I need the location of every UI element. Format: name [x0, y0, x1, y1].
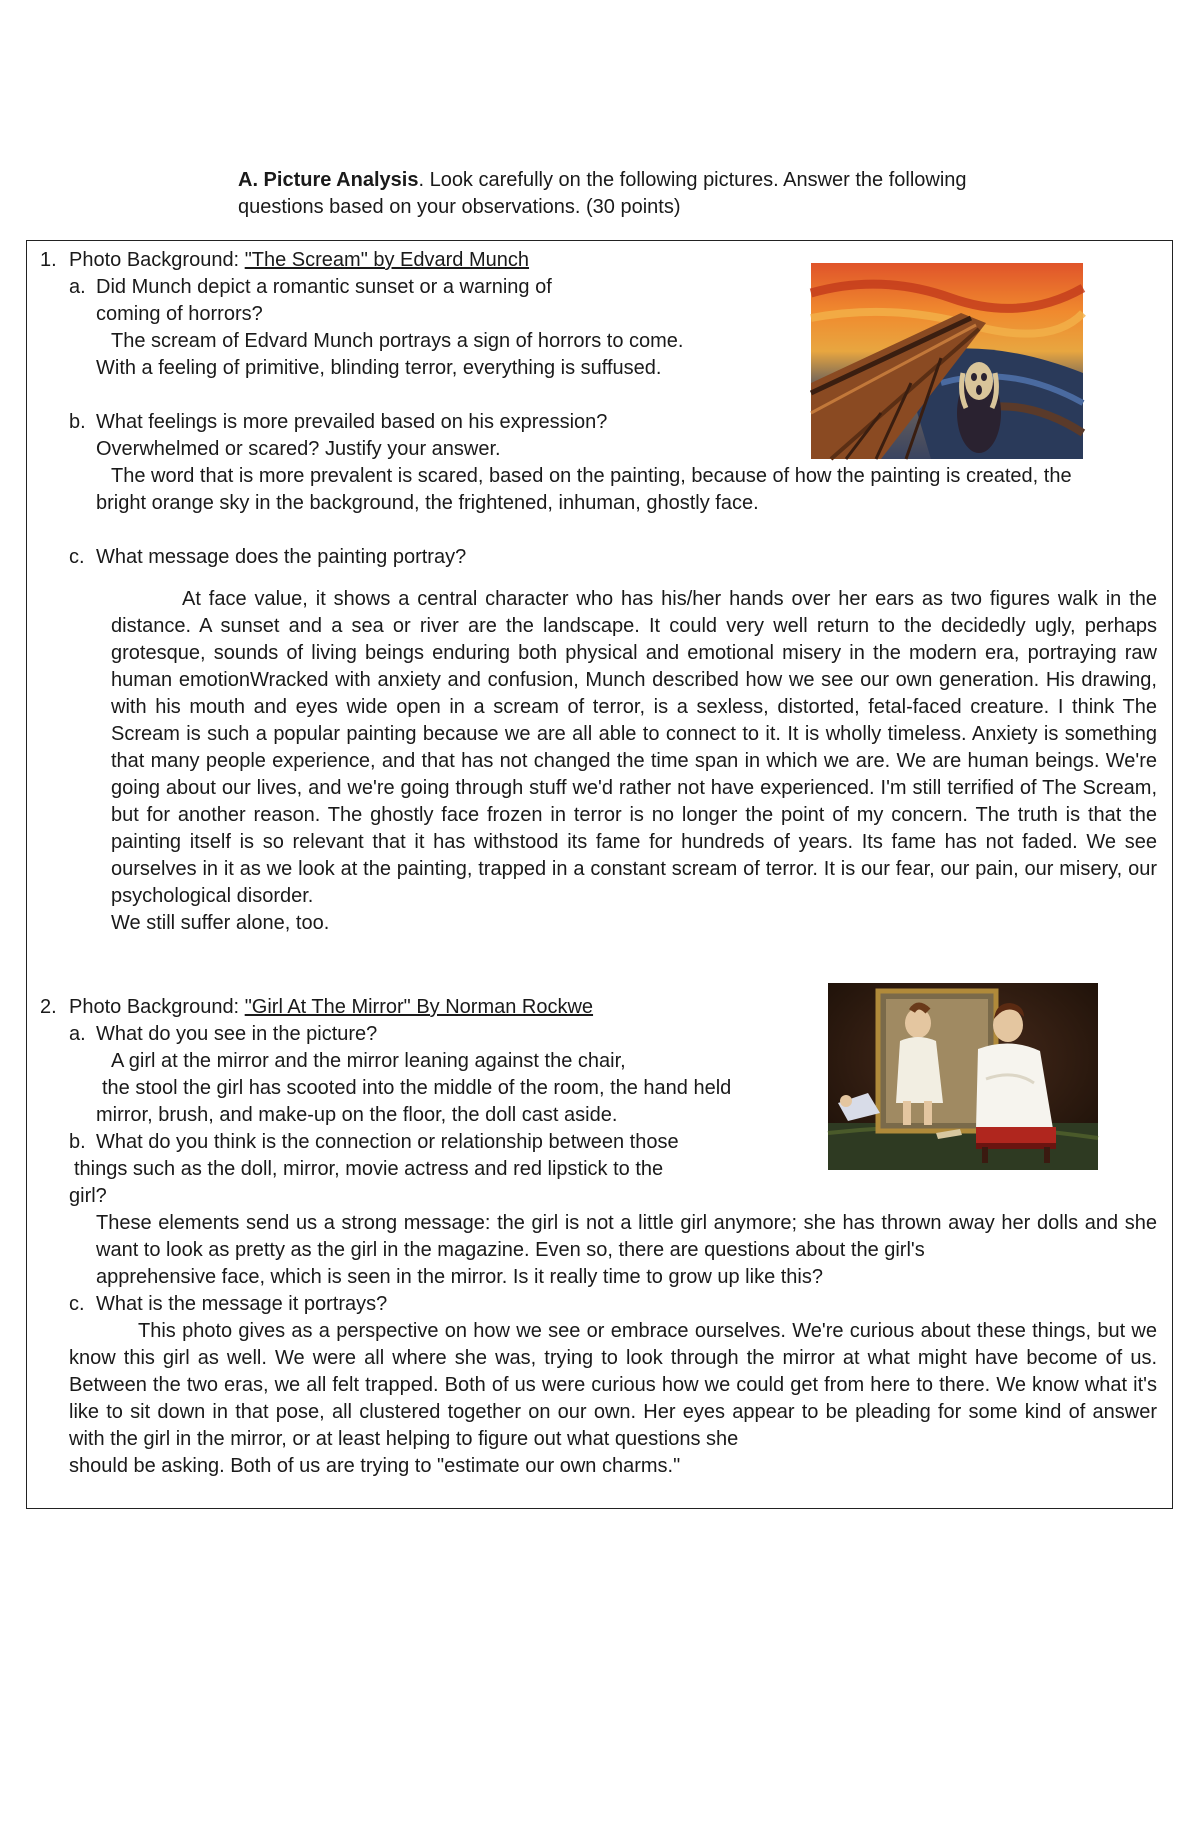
section-intro	[238, 167, 967, 194]
item2-qc-question: What is the message it portrays?	[96, 1293, 388, 1315]
item2-qb-question-2: things such as the doll, mirror, movie actress and red lipstick to the	[74, 1158, 664, 1180]
item1-qc-answer-last: We still suffer alone, too.	[111, 912, 330, 934]
item1-qa-question-2: coming of horrors?	[96, 303, 263, 325]
item1-qa-answer-2: With a feeling of primitive, blinding terror, everything is suffused.	[96, 357, 662, 379]
item1-heading	[69, 247, 529, 274]
item1-qa-question: Did Munch depict a romantic sunset or a warning of	[96, 276, 552, 298]
item2-qb-label: b.	[69, 1131, 86, 1153]
intro-text-line2: questions based on your observations. (30 points)	[238, 196, 681, 218]
item1-qc-answer: At face value, it shows a central character who has his/her hands over her ears as two figures walk in the distance. A sunset and a sea or river are the landscape. It could very well return to the decidedly ugly, perhaps grotesque, sounds of living beings enduring both physical and emotional misery in the modern era, portraying raw human emotionWracked with anxiety and confusion, Munch described how we see our own generation. His drawing, with his mouth and eyes wide open in a scream of terror, is a sexless, distorted, fetal-faced creature. I think The Scream is such a popular painting because we are all able to connect to it. It is wholly timeless. Anxiety is something that many people experience, and that has not changed the time span in which we are. We are human beings. We're going about our lives, and we're going through stuff we'd rather not have experienced. I'm still terrified of The Scream, but for another reason. The ghostly face frozen in terror is no longer the point of my concern. The truth is that the painting itself is so relevant that it has withstood its fame for hundreds of years. Its fame has not faded. We see ourselves in it as we look at the painting, trapped in a constant scream of terror. It is our fear, our pain, our misery, our psychological disorder.	[111, 588, 1157, 907]
item2-qa-answer-3: mirror, brush, and make-up on the floor, the doll cast aside.	[96, 1104, 618, 1126]
item2-qa-label: a.	[69, 1023, 86, 1045]
intro-text: . Look carefully on the following pictures. Answer the following	[418, 169, 967, 191]
item1-prefix: Photo Background:	[69, 249, 245, 271]
item2-number: 2.	[40, 996, 57, 1018]
item2-qc-answer-last: should be asking. Both of us are trying to "estimate our own charms."	[69, 1455, 681, 1477]
item1-title: "The Scream" by Edvard Munch	[244, 249, 530, 271]
item2-qa-answer-2: the stool the girl has scooted into the middle of the room, the hand held	[102, 1077, 732, 1099]
item1-qb-answer-2: bright orange sky in the background, the frightened, inhuman, ghostly face.	[96, 492, 759, 514]
item2-qb-answer: These elements send us a strong message: the girl is not a little girl anymore; she has thrown away her dolls and she want to look as pretty as the girl in the magazine. Even so, there are questions about the girl's	[96, 1212, 1157, 1261]
item2-qc-answer: This photo gives as a perspective on how we see or embrace ourselves. We're curious about these things, but we know this girl as well. We were all where she was, trying to look through the mirror at what might have become of us. Between the two eras, we all felt trapped. Both of us were curious how we could get from here to there. We know what it's like to sit down in that pose, all clustered together on our own. Her eyes appear to be pleading for some kind of answer with the girl in the mirror, or at least helping to figure out what questions she	[69, 1320, 1157, 1450]
item1-qb-question: What feelings is more prevailed based on his expression?	[96, 411, 608, 433]
item1-qb-question-2: Overwhelmed or scared? Justify your answer.	[96, 438, 501, 460]
item2-qb-question-3: girl?	[69, 1185, 107, 1207]
item2-qa-question: What do you see in the picture?	[96, 1023, 378, 1045]
item1-qc-label: c.	[69, 546, 85, 568]
item1-qa-answer: The scream of Edvard Munch portrays a sign of horrors to come.	[111, 330, 684, 352]
item2-prefix: Photo Background:	[69, 996, 245, 1018]
girl-at-the-mirror-painting	[828, 983, 1098, 1170]
the-scream-painting	[811, 263, 1083, 459]
item2-qb-question: What do you think is the connection or relationship between those	[96, 1131, 679, 1153]
item2-heading	[69, 994, 593, 1021]
item1-qc-question: What message does the painting portray?	[96, 546, 467, 568]
item2-qc-label: c.	[69, 1293, 85, 1315]
item1-qb-answer: The word that is more prevalent is scared, based on the painting, because of how the painting is created, the	[111, 465, 1072, 487]
item1-number: 1.	[40, 249, 57, 271]
item2-qa-answer: A girl at the mirror and the mirror leaning against the chair,	[111, 1050, 626, 1072]
item2-title: "Girl At The Mirror" By Norman Rockwe	[244, 996, 594, 1018]
item2-qb-answer-last: apprehensive face, which is seen in the mirror. Is it really time to grow up like this?	[96, 1266, 823, 1288]
item1-qa-label: a.	[69, 276, 86, 298]
section-label: A. Picture Analysis	[238, 169, 419, 191]
item1-qb-label: b.	[69, 411, 86, 433]
